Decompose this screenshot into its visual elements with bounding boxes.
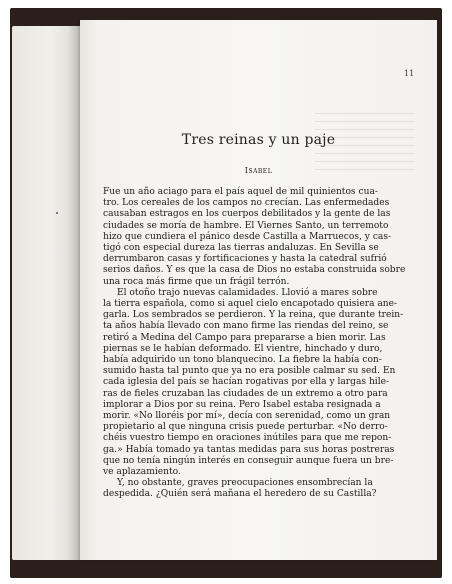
page-number: 11 [404, 69, 415, 78]
text-line: ve aplazamiento. [103, 467, 181, 478]
text-line: propietario al que ninguna crisis puede perturbar. «No derro- [103, 422, 388, 433]
text-line: despedida. ¿Quién será mañana el heredero de su Castilla? [103, 489, 377, 500]
text-line: la tierra española, como si aquel cielo encapotado quisiera ane- [103, 299, 398, 310]
text-line: una roca más firme que un frágil terrón. [103, 276, 290, 287]
right-page [80, 20, 437, 560]
paper-speck [56, 212, 58, 214]
text-line: chéis vuestro tiempo en oraciones inútiles para que me repon- [103, 433, 392, 444]
text-line: morir. «No lloréis por mí», decía con serenidad, como un gran [103, 411, 391, 422]
paragraph [103, 187, 406, 288]
text-line: retiró a Medina del Campo para prepararse a bien morir. Las [103, 332, 386, 343]
text-line: había adquirido un tono blanquecino. La fiebre la había con- [103, 355, 382, 366]
text-line: ta años había llevado con mano firme las riendas del reino, se [103, 321, 389, 332]
text-line: implorar a Dios por su reina. Pero Isabel estaba resignada a [103, 399, 381, 410]
text-line: ciudades se moría de hambre. El Viernes Santo, un terremoto [103, 220, 389, 231]
text-line: hizo que cundiera el pánico desde Castilla a Marruecos, y cas- [103, 231, 392, 242]
text-line: serios daños. Y es que la casa de Dios no estaba construida sobre [103, 265, 406, 276]
text-line: cada iglesia del país se hacían rogativas por ella y largas hile- [103, 377, 390, 388]
left-page-edge [12, 26, 82, 560]
text-line: El otoño trajo nuevas calamidades. Llovió a mares sobre [117, 287, 378, 298]
text-line: piernas se le habían deformado. El vientre, hinchado y duro, [103, 343, 383, 354]
text-line: ras de fieles cruzaban las ciudades de un extremo a otro para [103, 388, 388, 399]
text-line: sumido hasta tal punto que ya no era posible calmar su sed. En [103, 366, 396, 377]
section-name: Isabel [244, 166, 273, 175]
text-line: derrumbaron casas y fortificaciones y hasta la catedral sufrió [103, 254, 387, 265]
text-line: que no tenía ningún interés en conseguir aunque fuera un bre- [103, 455, 394, 466]
text-line: garla. Los sembrados se perdieron. Y la reina, que durante trein- [103, 310, 404, 321]
text-line: causaban estragos en los cuerpos debilitados y la gente de las [103, 209, 391, 220]
text-line: tro. Los cereales de los campos no crecían. Las enfermedades [103, 198, 390, 209]
body-text [103, 187, 406, 501]
paragraph [103, 478, 377, 500]
text-line: tigó con especial dureza las tierras andaluzas. En Sevilla se [103, 243, 379, 254]
chapter-title: Tres reinas y un paje [181, 132, 336, 148]
paragraph [103, 287, 404, 478]
text-line: Fue un año aciago para el país aquel de mil quinientos cua- [103, 187, 378, 197]
text-line: Y, no obstante, graves preocupaciones ensombrecían la [117, 478, 373, 489]
text-line: ga.» Había tomado ya tantas medidas para sus horas postreras [103, 444, 395, 455]
